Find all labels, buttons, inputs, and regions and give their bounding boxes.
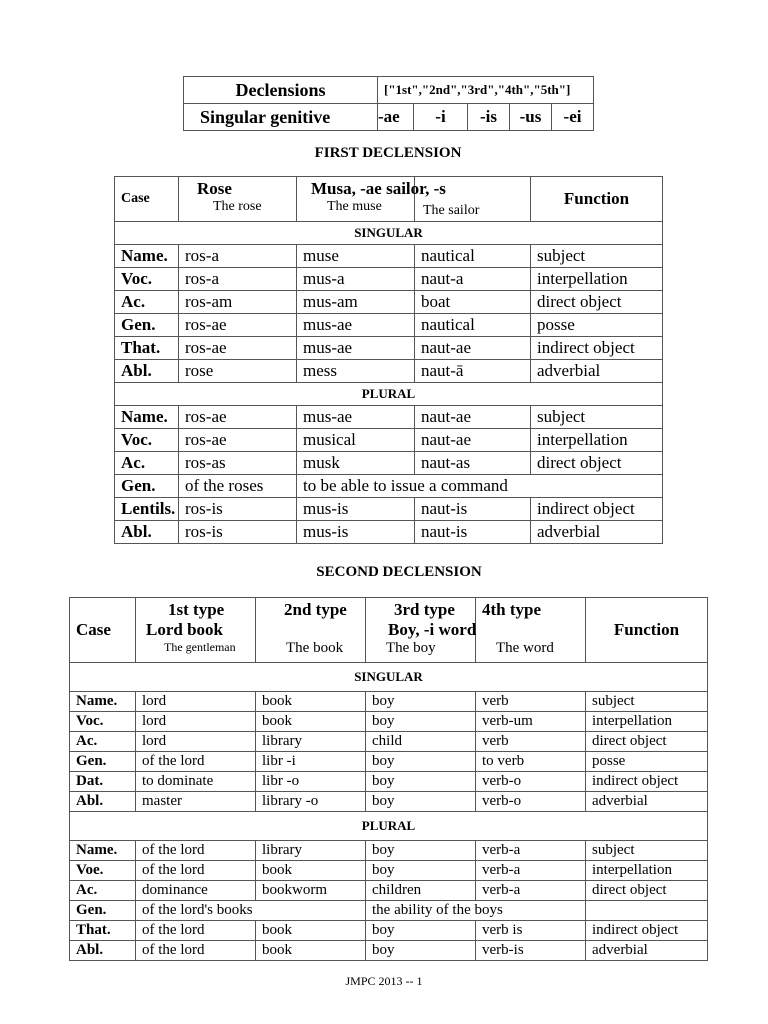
table-cell: of the lord: [136, 841, 256, 861]
table-cell: verb is: [476, 921, 586, 941]
first-singular-label: SINGULAR: [115, 222, 663, 245]
table-cell: posse: [531, 314, 663, 337]
ending-2: -i: [414, 104, 468, 131]
case-cell: That.: [70, 921, 136, 941]
table-cell: children: [366, 881, 476, 901]
type2-title: 2nd type: [284, 600, 347, 619]
case-cell: Ac.: [70, 881, 136, 901]
table-cell: of the lord: [136, 752, 256, 772]
table-cell: of the roses: [179, 475, 297, 498]
table-cell: subject: [586, 692, 708, 712]
table-cell: adverbial: [531, 521, 663, 544]
table-row: [70, 692, 708, 712]
declensions-row: [184, 77, 594, 104]
first-header-musa: [297, 177, 446, 222]
table-cell: verb-a: [476, 881, 586, 901]
type3-title: 3rd type: [394, 600, 455, 619]
case-cell: Abl.: [115, 360, 179, 383]
table-cell: ros-ae: [179, 406, 297, 429]
case-cell: That.: [115, 337, 179, 360]
table-cell: verb: [476, 732, 586, 752]
table-cell: boat: [415, 291, 531, 314]
ending-5: -ei: [552, 104, 594, 131]
table-row: [70, 752, 708, 772]
table-cell: boy: [366, 921, 476, 941]
case-cell: Voe.: [70, 861, 136, 881]
ending-1: -ae: [378, 104, 414, 131]
table-cell: library: [256, 732, 366, 752]
type3-subtitle: The boy: [386, 640, 436, 656]
musa-title: Musa, -ae sailor, -s: [311, 179, 446, 198]
table-cell: boy: [366, 792, 476, 812]
table-cell: naut-ae: [415, 429, 531, 452]
table-cell: boy: [366, 772, 476, 792]
table-cell: indirect object: [531, 498, 663, 521]
table-cell: mus-is: [297, 521, 415, 544]
table-row: [70, 841, 708, 861]
table-row: [115, 498, 663, 521]
second-declension-table: [69, 597, 708, 961]
table-cell: muse: [297, 245, 415, 268]
ending-4: -us: [510, 104, 552, 131]
table-row: [115, 291, 663, 314]
table-cell: naut-is: [415, 521, 531, 544]
table-row: [115, 406, 663, 429]
case-cell: Dat.: [70, 772, 136, 792]
table-cell: lord: [136, 712, 256, 732]
table-cell: lord: [136, 692, 256, 712]
case-cell: Ac.: [115, 291, 179, 314]
case-cell: Name.: [115, 406, 179, 429]
second-header-type2: [256, 598, 366, 663]
table-cell: verb-o: [476, 772, 586, 792]
table-row: [115, 268, 663, 291]
table-cell: book: [256, 921, 366, 941]
second-plural-label: PLURAL: [70, 812, 708, 841]
first-header-function: Function: [531, 177, 663, 222]
rose-title: Rose: [197, 179, 232, 198]
table-cell: libr -i: [256, 752, 366, 772]
table-row: [70, 881, 708, 901]
table-cell: bookworm: [256, 881, 366, 901]
table-cell: interpellation: [586, 712, 708, 732]
table-cell: book: [256, 861, 366, 881]
table-cell: direct object: [531, 452, 663, 475]
table-cell: library: [256, 841, 366, 861]
table-cell: direct object: [586, 881, 708, 901]
ending-3: -is: [468, 104, 510, 131]
table-cell: boy: [366, 841, 476, 861]
table-cell: direct object: [531, 291, 663, 314]
table-cell: mus-is: [297, 498, 415, 521]
declensions-values: ["1st","2nd","3rd","4th","5th"]: [378, 77, 594, 104]
table-cell: to verb: [476, 752, 586, 772]
second-header-type4: [476, 598, 586, 663]
table-cell: verb-a: [476, 861, 586, 881]
table-cell: mus-ae: [297, 337, 415, 360]
type3-words: Boy, -i word: [388, 620, 477, 639]
first-plural-label: PLURAL: [115, 383, 663, 406]
table-cell: mus-am: [297, 291, 415, 314]
table-cell: ros-am: [179, 291, 297, 314]
table-cell: ros-a: [179, 268, 297, 291]
table-cell: ros-ae: [179, 337, 297, 360]
table-cell: verb-o: [476, 792, 586, 812]
second-header-case: Case: [70, 598, 136, 663]
table-cell: boy: [366, 861, 476, 881]
table-cell: ros-ae: [179, 314, 297, 337]
table-cell: subject: [586, 841, 708, 861]
table-cell: interpellation: [586, 861, 708, 881]
table-cell: lord: [136, 732, 256, 752]
table-cell: master: [136, 792, 256, 812]
table-row: [115, 245, 663, 268]
case-cell: Abl.: [70, 792, 136, 812]
table-cell: direct object: [586, 732, 708, 752]
table-cell: adverbial: [586, 792, 708, 812]
case-cell: Gen.: [70, 752, 136, 772]
table-cell: subject: [531, 245, 663, 268]
table-cell: verb-a: [476, 841, 586, 861]
table-cell: nautical: [415, 314, 531, 337]
table-row: [115, 429, 663, 452]
first-declension-table: [114, 176, 663, 544]
table-cell: mus-ae: [297, 406, 415, 429]
table-row: [70, 941, 708, 961]
table-cell: subject: [531, 406, 663, 429]
table-cell: child: [366, 732, 476, 752]
second-header-type1: [136, 598, 256, 663]
table-cell: [586, 901, 708, 921]
type1-subtitle: The gentleman: [164, 640, 236, 654]
table-cell: naut-as: [415, 452, 531, 475]
first-singular-section: [115, 222, 663, 245]
declensions-table: [183, 76, 594, 131]
first-plural-section: [115, 383, 663, 406]
table-row: [70, 772, 708, 792]
table-cell: library -o: [256, 792, 366, 812]
table-cell: boy: [366, 692, 476, 712]
rose-subtitle: The rose: [213, 199, 262, 214]
table-cell: of the lord: [136, 941, 256, 961]
table-cell: naut-ā: [415, 360, 531, 383]
table-row: [70, 712, 708, 732]
table-cell: rose: [179, 360, 297, 383]
first-header-rose: [179, 177, 297, 222]
table-cell: verb-um: [476, 712, 586, 732]
table-row: [115, 475, 663, 498]
second-singular-label: SINGULAR: [70, 663, 708, 692]
table-cell: adverbial: [531, 360, 663, 383]
table-row: [70, 732, 708, 752]
table-row: [115, 360, 663, 383]
page-footer: JMPC 2013 -- 1: [345, 974, 423, 988]
table-cell: boy: [366, 712, 476, 732]
table-cell: book: [256, 692, 366, 712]
table-cell: boy: [366, 752, 476, 772]
declensions-label: Declensions: [184, 77, 378, 104]
table-cell: verb-is: [476, 941, 586, 961]
table-cell: ros-is: [179, 521, 297, 544]
table-cell: posse: [586, 752, 708, 772]
case-cell: Gen.: [115, 314, 179, 337]
table-cell: naut-ae: [415, 406, 531, 429]
table-cell: indirect object: [586, 921, 708, 941]
table-cell: mus-ae: [297, 314, 415, 337]
table-cell: indirect object: [531, 337, 663, 360]
case-cell: Voc.: [115, 268, 179, 291]
genitive-row: [184, 104, 594, 131]
table-cell: libr -o: [256, 772, 366, 792]
table-cell: indirect object: [586, 772, 708, 792]
case-cell: Name.: [70, 692, 136, 712]
table-row: [70, 901, 708, 921]
second-header-function: Function: [586, 598, 708, 663]
table-cell: to be able to issue a command: [297, 475, 663, 498]
table-cell: naut-is: [415, 498, 531, 521]
case-cell: Voc.: [115, 429, 179, 452]
table-row: [70, 792, 708, 812]
table-row: [115, 337, 663, 360]
first-header-row: [115, 177, 663, 222]
type1-words: Lord book: [146, 620, 223, 639]
table-cell: mus-a: [297, 268, 415, 291]
table-cell: book: [256, 941, 366, 961]
case-cell: Gen.: [115, 475, 179, 498]
table-cell: ros-ae: [179, 429, 297, 452]
genitive-label: Singular genitive: [184, 104, 378, 131]
table-cell: dominance: [136, 881, 256, 901]
second-header-type3: [366, 598, 476, 663]
table-cell: musk: [297, 452, 415, 475]
second-plural-section: [70, 812, 708, 841]
table-cell: nautical: [415, 245, 531, 268]
second-header-row: [70, 598, 708, 663]
table-row: [70, 921, 708, 941]
table-row: [70, 861, 708, 881]
type1-title: 1st type: [168, 600, 225, 619]
case-cell: Ac.: [115, 452, 179, 475]
table-cell: interpellation: [531, 268, 663, 291]
second-singular-section: [70, 663, 708, 692]
table-cell: ros-a: [179, 245, 297, 268]
muse-subtitle: The muse: [327, 199, 382, 214]
table-cell: ros-as: [179, 452, 297, 475]
case-cell: Name.: [115, 245, 179, 268]
type4-title: 4th type: [482, 600, 542, 619]
table-cell: to dominate: [136, 772, 256, 792]
table-cell: of the lord: [136, 921, 256, 941]
case-cell: Voc.: [70, 712, 136, 732]
table-cell: of the lord's books: [136, 901, 366, 921]
sailor-subtitle: The sailor: [423, 203, 480, 218]
table-cell: of the lord: [136, 861, 256, 881]
table-cell: naut-ae: [415, 337, 531, 360]
case-cell: Abl.: [70, 941, 136, 961]
table-cell: book: [256, 712, 366, 732]
first-header-case: Case: [115, 177, 179, 222]
second-declension-title: SECOND DECLENSION: [316, 564, 482, 580]
table-cell: naut-a: [415, 268, 531, 291]
table-cell: interpellation: [531, 429, 663, 452]
case-cell: Ac.: [70, 732, 136, 752]
case-cell: Lentils.: [115, 498, 179, 521]
table-cell: boy: [366, 941, 476, 961]
table-row: [115, 521, 663, 544]
case-cell: Abl.: [115, 521, 179, 544]
table-row: [115, 314, 663, 337]
table-cell: adverbial: [586, 941, 708, 961]
case-cell: Gen.: [70, 901, 136, 921]
table-cell: verb: [476, 692, 586, 712]
table-cell: mess: [297, 360, 415, 383]
case-cell: Name.: [70, 841, 136, 861]
first-declension-title: FIRST DECLENSION: [314, 145, 462, 161]
type2-subtitle: The book: [286, 640, 344, 656]
table-cell: ros-is: [179, 498, 297, 521]
table-row: [115, 452, 663, 475]
table-cell: the ability of the boys: [366, 901, 586, 921]
table-cell: musical: [297, 429, 415, 452]
type4-subtitle: The word: [496, 640, 554, 656]
